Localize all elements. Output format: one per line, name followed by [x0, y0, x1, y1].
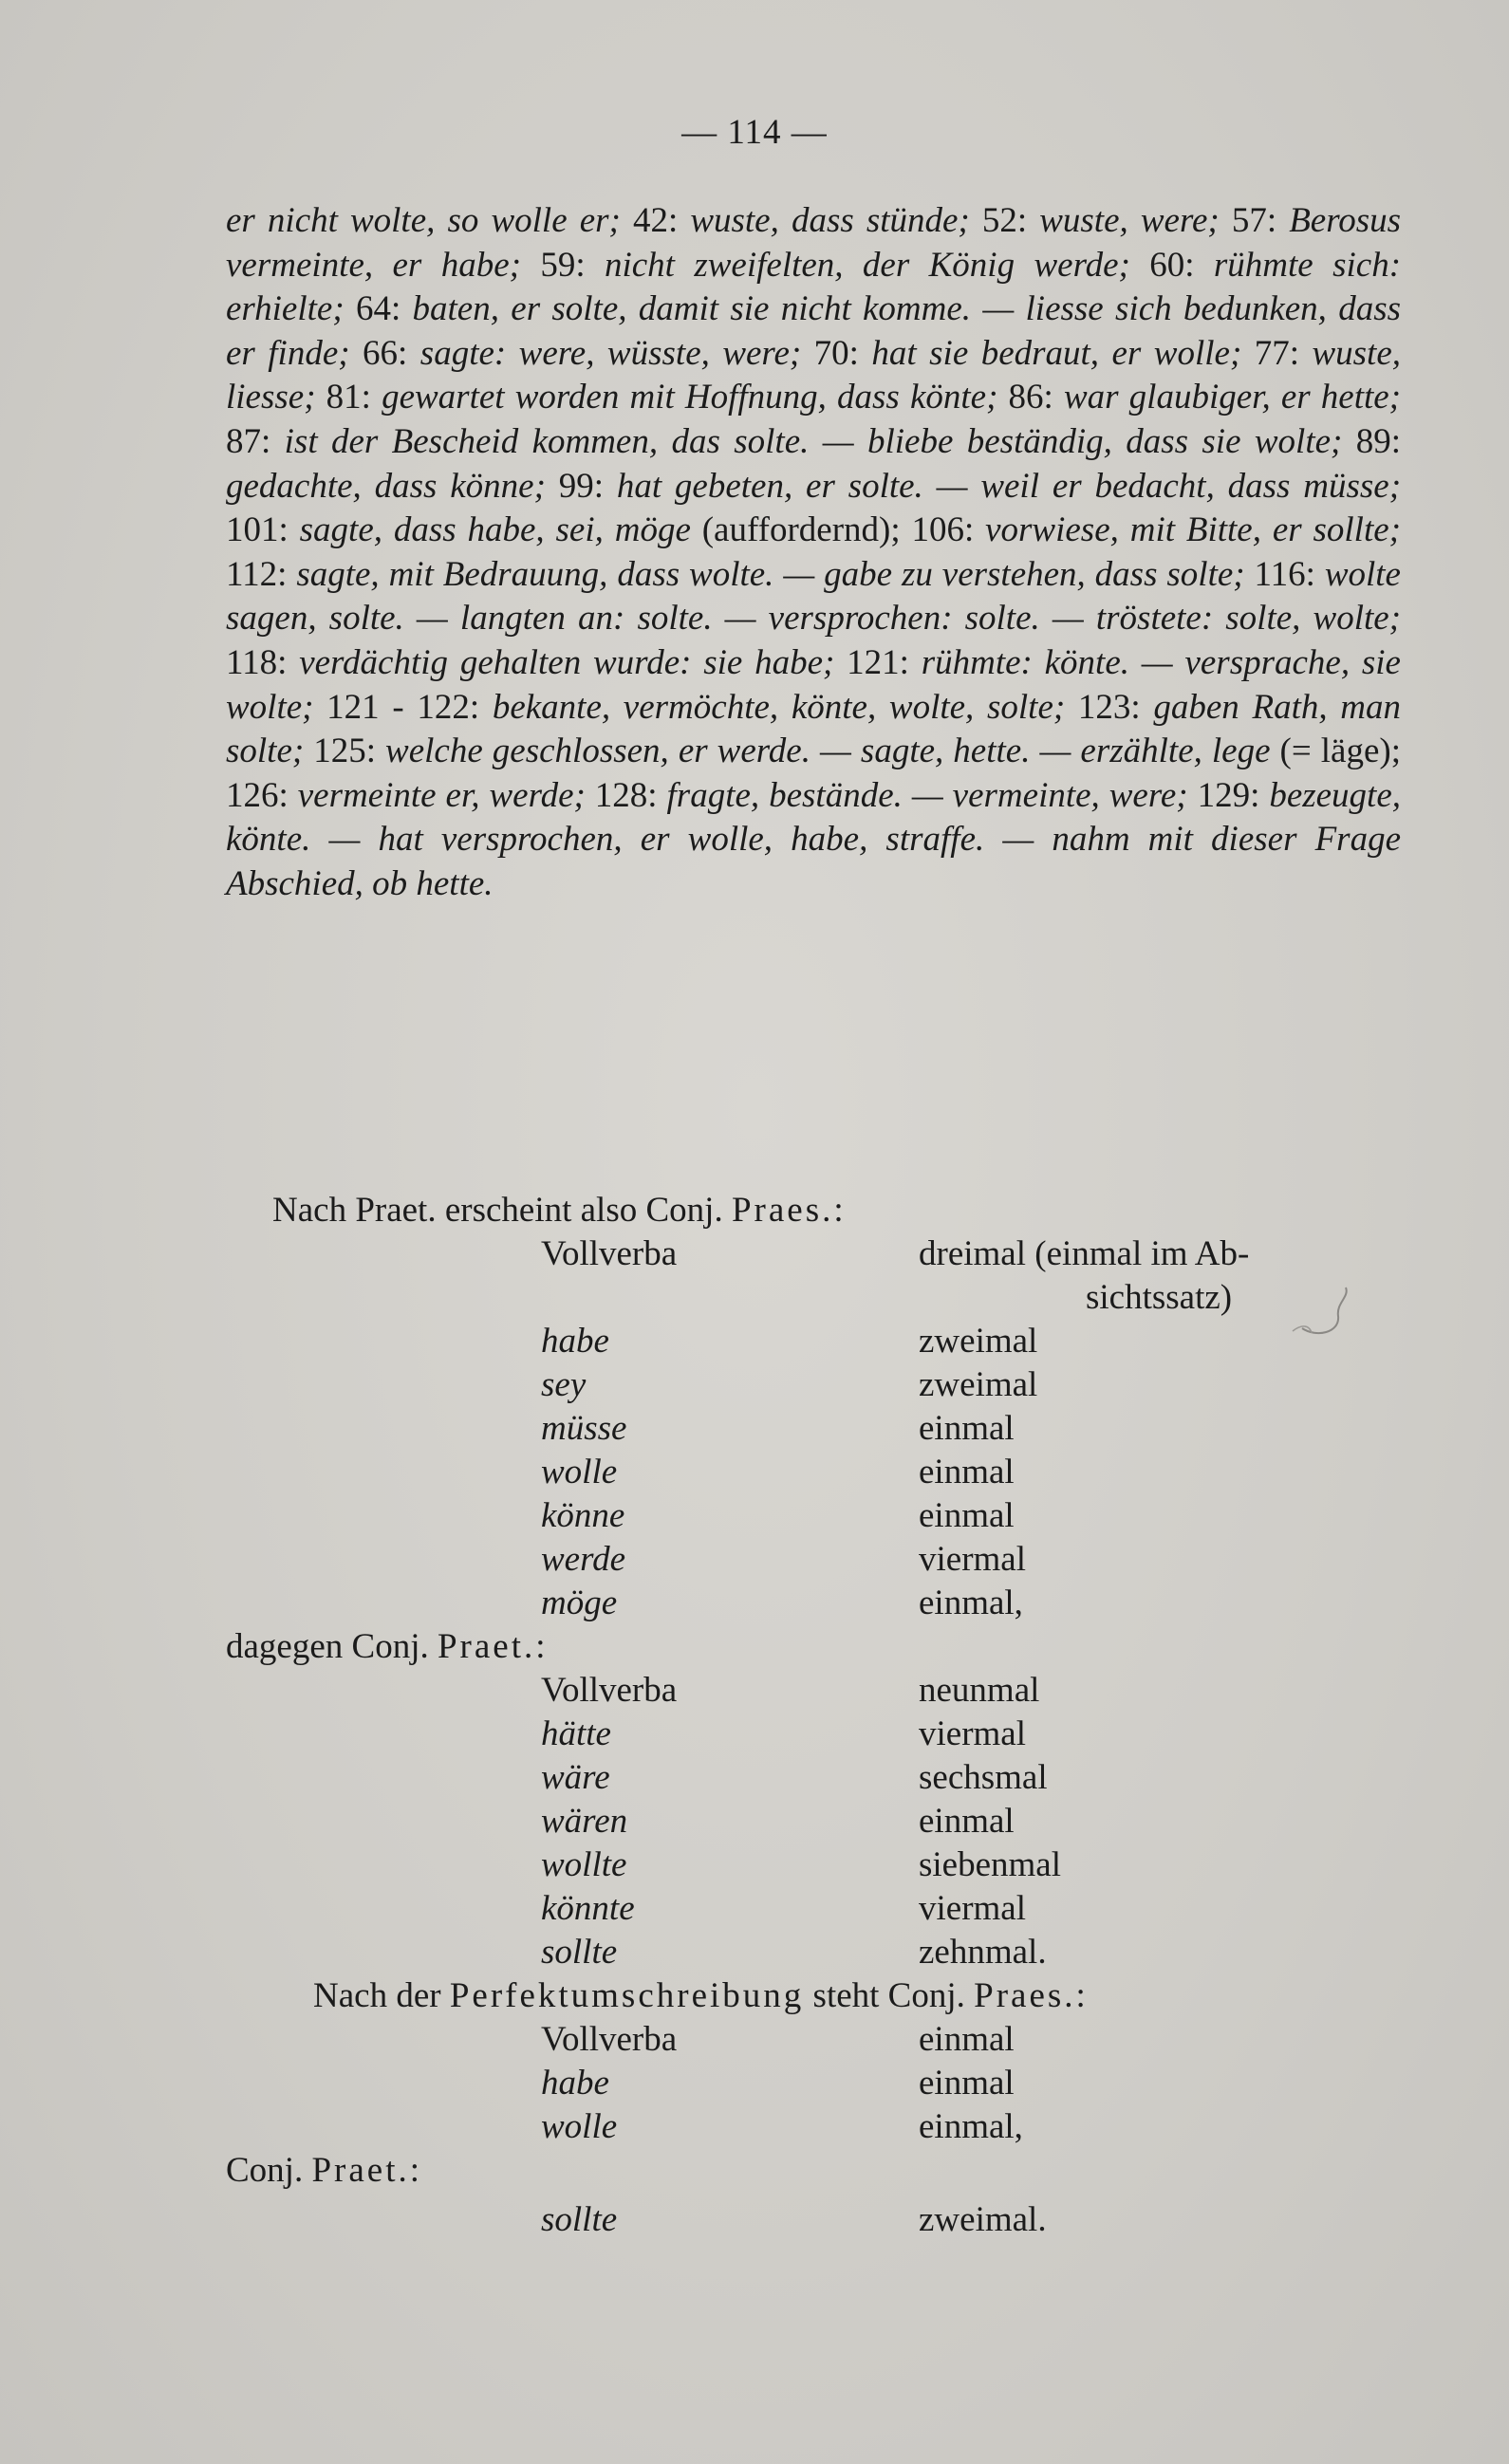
citation-number: 59: [520, 245, 605, 285]
row-count: einmal, [919, 2107, 1023, 2146]
text-span: war glaubiger, er hette; [1063, 378, 1402, 417]
text-span: fragte, beständе. — vermeinte, were; [666, 775, 1188, 815]
row-count: siebenmal [919, 1845, 1062, 1884]
text-span: bezeugte, könte. — hat versprochen, er wolle, habe, straffe. — nahm mit dieser Frage Abschied, ob hette. [226, 775, 1402, 903]
text-span: hat gebeten, er solte. — weil er bedacht, dass müsse; [616, 466, 1402, 506]
row-count: einmal [919, 2020, 1015, 2059]
text-span: sagte: were, wüsste, were; [419, 333, 802, 373]
text-span: rühmte: könte. — versprache, sie wolte; [226, 642, 1401, 727]
citation-number: 89: [1342, 421, 1402, 461]
row-verb: habe [541, 2064, 609, 2103]
citation-number: 128: [585, 775, 667, 815]
row-verb: wolle [541, 2107, 618, 2146]
row-count: sechsmal [919, 1758, 1048, 1797]
row-count: einmal [919, 2064, 1015, 2103]
text-span: rühmte sich: erhielte; [226, 245, 1402, 329]
row-verb: wollte [541, 1845, 627, 1884]
row-verb: könne [541, 1496, 625, 1535]
citation-number: 60: [1129, 245, 1214, 285]
text-span: wuste, liesse; [226, 333, 1402, 417]
row-verb: möge [541, 1584, 618, 1622]
text-span: vermeinte er, werde; [297, 775, 586, 815]
citation-number: 64: [344, 289, 413, 329]
section-tense: Praet.: [311, 2151, 423, 2190]
citation-number: 42: [620, 201, 691, 240]
text-span: vorwiese, mit Bitte, er sollte; [985, 510, 1401, 550]
text-span: wuste, were; [1039, 201, 1220, 240]
citation-number: 118: [226, 642, 300, 682]
citation-number: 70: [801, 333, 872, 373]
text-span: sagte, mit Bedrauung, dass wolte. — gabe zu verstehen, dass solte; [296, 554, 1245, 594]
row-count: zweimal [919, 1365, 1038, 1404]
row-verb: könnte [541, 1889, 635, 1928]
row-count: zweimal. [919, 2200, 1047, 2239]
row-count: neunmal [919, 1671, 1040, 1710]
text-span: wuste, dass stünde; [690, 201, 970, 240]
row-verb: wäre [541, 1758, 610, 1797]
citation-number: 121: [834, 642, 922, 682]
citation-number: 123: [1065, 687, 1154, 727]
row-count: einmal, [919, 1584, 1023, 1622]
row-count: viermal [919, 1540, 1027, 1579]
text-span: gewartet worden mit Hoffnung, dass könte; [382, 378, 998, 417]
row-count: viermal [919, 1889, 1027, 1928]
row-verb: sollte [541, 1933, 618, 1972]
citation-number: 99: [545, 466, 617, 506]
row-verb: werde [541, 1540, 626, 1579]
text-span: baten, er solte, damit sie nicht komme. — liesse sich bedunken, dass er finde; [226, 289, 1401, 373]
section-heading-perfekt [313, 1975, 1089, 2016]
citation-number: (auffordernd); 106: [690, 510, 986, 550]
citation-number: 125: [304, 732, 386, 771]
text-span: wolte sagen, solte. — langten an: solte. — versprochen: solte. — tröstete: solte, wolte; [226, 554, 1401, 639]
row-verb: hätte [541, 1714, 611, 1753]
handwritten-mark-icon [1283, 1286, 1359, 1343]
section-heading-praet-conj [226, 1626, 549, 1667]
row-count: dreimal (einmal im Ab- [919, 1234, 1250, 1273]
citation-number: 129: [1187, 775, 1270, 815]
section-intro: Nach Praet. erscheint also Conj. [272, 1191, 723, 1230]
citation-number: 57: [1219, 201, 1290, 240]
section-heading-praet [272, 1190, 847, 1231]
row-verb: sollte [541, 2200, 618, 2239]
row-count: zehnmal. [919, 1933, 1047, 1972]
text-span: verdächtig gehalten wurde: sie habe; [299, 642, 835, 682]
row-count: einmal [919, 1409, 1015, 1448]
text-span: Berosus vermeinte, er habe; [226, 201, 1402, 285]
citation-number: 77: [1241, 333, 1313, 373]
row-verb: müsse [541, 1409, 627, 1448]
section-intro: Conj. [226, 2151, 304, 2190]
section-term: Perfektumschreibung [449, 1976, 805, 2015]
citation-number: 52: [969, 201, 1040, 240]
section-intro: dagegen Conj. [226, 1627, 429, 1666]
row-verb: wolle [541, 1453, 618, 1491]
page-number: — 114 — [681, 113, 828, 152]
row-count: zweimal [919, 1322, 1038, 1361]
row-verb: sey [541, 1365, 587, 1404]
text-span: gaben Rath, man solte; [226, 687, 1402, 771]
row-count: einmal [919, 1496, 1015, 1535]
text-span: hat sie bedraut, er wolle; [871, 333, 1242, 373]
text-span: sagte, dass habe, sei, möge [299, 510, 691, 550]
row-count: einmal [919, 1453, 1015, 1491]
citation-number: 81: [315, 378, 382, 417]
section-steht: steht Conj. [812, 1976, 965, 2015]
row-verb: Vollverba [541, 1234, 678, 1273]
text-span: welche geschlossen, er werde. — sagte, hette. — erzählte, lege [385, 732, 1271, 771]
section-tense: Praet.: [437, 1627, 549, 1666]
citation-number: 116: [1244, 554, 1325, 594]
section-intro: Nach der [313, 1976, 441, 2015]
section-tense: Praes.: [731, 1191, 847, 1230]
citation-number: 121 - 122: [313, 687, 493, 727]
citation-number: (= läge); 126: [226, 732, 1401, 815]
citation-number: 66: [349, 333, 420, 373]
row-count: sichtssatz) [1086, 1278, 1233, 1317]
row-count: viermal [919, 1714, 1027, 1753]
row-count: einmal [919, 1802, 1015, 1841]
text-span: ist der Bescheid kommen, das solte. — bliebe beständig, dass sie wolte; [284, 421, 1343, 461]
row-verb: wären [541, 1802, 628, 1841]
text-span: er nicht wolte, so wolle er; [226, 201, 621, 240]
section-heading-conj-praet [226, 2150, 422, 2191]
row-verb: Vollverba [541, 2020, 678, 2059]
citation-number: 87: [226, 421, 285, 461]
row-verb: habe [541, 1322, 609, 1361]
text-span: bekante, vermöchte, könte, wolte, solte; [492, 687, 1066, 727]
text-span: nicht zweifelten, der König werde; [604, 245, 1130, 285]
row-verb: Vollverba [541, 1671, 678, 1710]
body-paragraph [226, 199, 1401, 907]
citation-number: 101: [226, 510, 300, 550]
text-span: gedachte, dass könne; [226, 466, 546, 506]
citation-number: 86: [997, 378, 1064, 417]
section-tense: Praes.: [974, 1976, 1089, 2015]
citation-number: 112: [226, 554, 297, 594]
